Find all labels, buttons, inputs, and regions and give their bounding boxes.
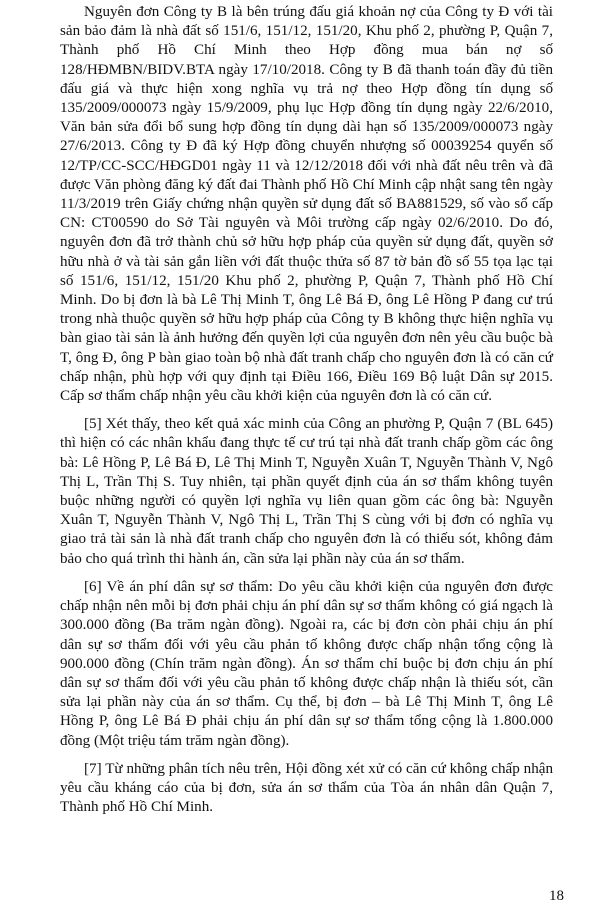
paragraph-6-court-fees: [6] Về án phí dân sự sơ thẩm: Do yêu cầu khởi kiện của nguyên đơn được chấp nhận nên mỗi bị đơn phải chịu án phí dân sự sơ thẩm không có giá ngạch là 300.000 đồng (Ba trăm ngàn đồng). Ngoài ra, các bị đơn còn phải chịu án phí dân sự sơ thẩm đối với yêu cầu phản tố không được chấp nhận tổng cộng là 900.000 đồng (Chín trăm ngàn đồng). Án sơ thẩm chỉ buộc bị đơn chịu án phí dân sự sơ thẩm đối với yêu cầu phản tố không được chấp nhận là thiếu sót, cần sửa lại phần này của án sơ thẩm. Cụ thể, bị đơn – bà Lê Thị Minh T, ông Lê Hồng P, ông Lê Bá Đ phải chịu án phí dân sự sơ thẩm tổng cộng là 1.800.000 đồng (Một triệu tám trăm ngàn đồng).: [60, 578, 553, 749]
document-body: [60, 3, 553, 826]
page-number: 18: [549, 888, 564, 904]
paragraph-plaintiff-ownership: Nguyên đơn Công ty B là bên trúng đấu giá khoản nợ của Công ty Đ với tài sản bảo đảm là nhà đất số 151/6, 151/12, 151/20, Khu phố 2, phường P, Quận 7, Thành phố Hồ Chí Minh theo Hợp đồng mua bán nợ số 128/HĐMBN/BIDV.BTA ngày 17/10/2018. Công ty B đã thanh toán đầy đủ tiền đấu giá và thực hiện xong nghĩa vụ trả nợ theo Hợp đồng tín dụng số 135/2009/000073 ngày 15/9/2009, phụ lục Hợp đồng tín dụng ngày 22/6/2010, Văn bản sửa đổi bổ sung hợp đồng tín dụng dài hạn số 135/2009/000073 ngày 27/6/2013. Công ty Đ đã ký Hợp đồng chuyển nhượng số 00039254 quyển số 12/TP/CC-SCC/HĐGD01 ngày 11 và 12/12/2018 đối với nhà đất nêu trên và đã được Văn phòng đăng ký đất đai Thành phố Hồ Chí Minh cập nhật sang tên ngày 11/3/2019 trên Giấy chứng nhận quyền sử dụng đất số BA881529, số vào sổ cấp CN: CT00590 do Sở Tài nguyên và Môi trường cấp ngày 02/6/2010. Do đó, nguyên đơn đã trở thành chủ sở hữu hợp pháp của quyền sử dụng đất, quyền sở hữu nhà ở và tài sản gắn liền với đất thuộc thửa số 87 tờ bản đồ số 55 tọa lạc tại số 151/6, 151/12, 151/20 Khu phố 2, phường P, Quận 7, Thành phố Hồ Chí Minh. Do bị đơn là bà Lê Thị Minh T, ông Lê Bá Đ, ông Lê Hồng P đang cư trú trong nhà thuộc quyền sở hữu hợp pháp của Công ty B không thực hiện nghĩa vụ bàn giao tài sản là ảnh hưởng đến quyền lợi của nguyên đơn nên yêu cầu buộc bà T, ông Đ, ông P bàn giao toàn bộ nhà đất tranh chấp cho nguyên đơn là có căn cứ chấp nhận, phù hợp với quy định tại Điều 166, Điều 169 Bộ luật Dân sự 2015. Cấp sơ thẩm chấp nhận yêu cầu khởi kiện của nguyên đơn là có căn cứ.: [60, 4, 553, 405]
paragraph-7-conclusion: [7] Từ những phân tích nêu trên, Hội đồng xét xử có căn cứ không chấp nhận yêu cầu kháng cáo của bị đơn, sửa án sơ thẩm của Tòa án nhân dân Quận 7, Thành phố Hồ Chí Minh.: [60, 760, 553, 816]
paragraph-5-residents: [5] Xét thấy, theo kết quả xác minh của Công an phường P, Quận 7 (BL 645) thì hiện có các nhân khẩu đang thực tế cư trú tại nhà đất tranh chấp gồm các ông bà: Lê Hồng P, Lê Bá Đ, Lê Thị Minh T, Nguyễn Xuân T, Nguyễn Thành V, Ngô Thị L, Trần Thị S. Tuy nhiên, tại phần quyết định của án sơ thẩm không tuyên buộc những người có quyền lợi nghĩa vụ liên quan gồm các ông bà: Nguyễn Xuân T, Nguyễn Thành V, Ngô Thị L, Trần Thị S cùng với bị đơn có nghĩa vụ giao trả tài sản là nhà đất tranh chấp cho nguyên đơn là có thiếu sót, không đảm bảo cho quá trình thi hành án, cần sửa lại phần này của án sơ thẩm.: [60, 416, 553, 567]
